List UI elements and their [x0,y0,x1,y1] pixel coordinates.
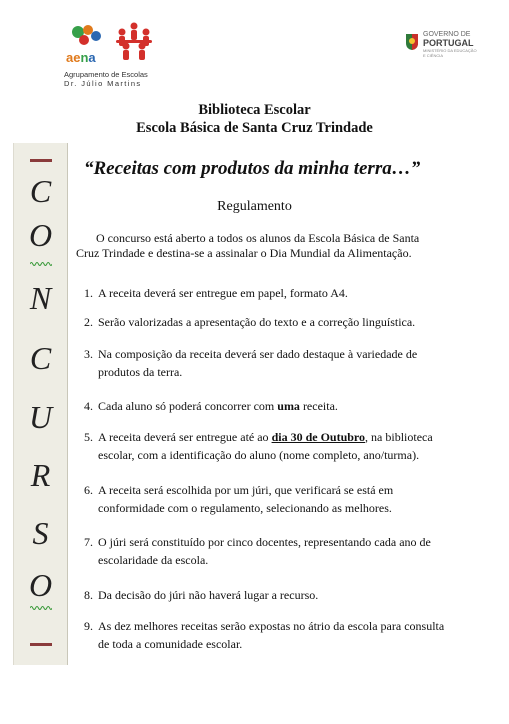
list-item: 6. A receita será escolhida por um júri, que verificará se está em conformidade com o regulamento, selecionando as melhores. [84,483,394,515]
school-name: Agrupamento de Escolas Dr. Júlio Martins [64,70,148,88]
sidebar-bottom-rule [30,643,52,646]
school-abbrev: aena [66,50,96,65]
portugal-shield-icon [405,33,419,51]
sidebar-top-rule [30,159,52,162]
list-item: 7. O júri será constituído por cinco docentes, representando cada ano de escolaridade da escola. [84,535,431,567]
list-item: 9. As dez melhores receitas serão expostas no átrio da escola para consulta de toda a comunidade escolar. [84,619,445,651]
intro-paragraph: O concurso está aberto a todos os alunos da Escola Básica de Santa Cruz Trindade e destina-se a assinalar o Dia Mundial da Alimentação. [76,231,420,260]
list-item: 4. Cada aluno só poderá concorrer com uma receita. [84,399,338,413]
list-item: 2. Serão valorizadas a apresentação do texto e a correção linguística. [84,315,416,329]
sidebar-letter: S [32,515,49,551]
government-logo: GOVERNO DE PORTUGAL MINISTÉRIO DA EDUCAÇÃO E CIÊNCIA [405,30,481,64]
concurso-sidebar [13,143,68,665]
school-swirl-icon [64,22,108,62]
sidebar-letter: N [29,280,52,316]
sidebar-letter: C [29,173,52,209]
contest-title: “Receitas com produtos da minha terra…” [84,158,421,179]
spellcheck-squiggle [30,605,52,610]
spellcheck-squiggle [30,261,52,266]
school-logo [64,18,164,88]
sidebar-letter: O [28,217,53,253]
sidebar-letter: R [30,457,51,493]
list-item: 8. Da decisão do júri não haverá lugar a recurso. [84,588,319,602]
list-item: 5. A receita deverá ser entregue até ao dia 30 de Outubro, na biblioteca escolar, com a identificação do aluno (nome completo, ano/turma). [84,430,433,462]
sidebar-letter: U [28,399,53,435]
regulation-heading: Regulamento [217,199,292,214]
school-heading: Escola Básica de Santa Cruz Trindade [136,120,373,136]
sidebar-letter: O [28,567,53,603]
sidebar-letter: C [29,340,52,376]
list-item: 1. A receita deverá ser entregue em papel, formato A4. [84,286,348,300]
people-chain-icon [112,20,156,64]
library-heading: Biblioteca Escolar [198,102,311,118]
list-item: 3. Na composição da receita deverá ser dado destaque à variedade de produtos da terra. [84,347,418,379]
